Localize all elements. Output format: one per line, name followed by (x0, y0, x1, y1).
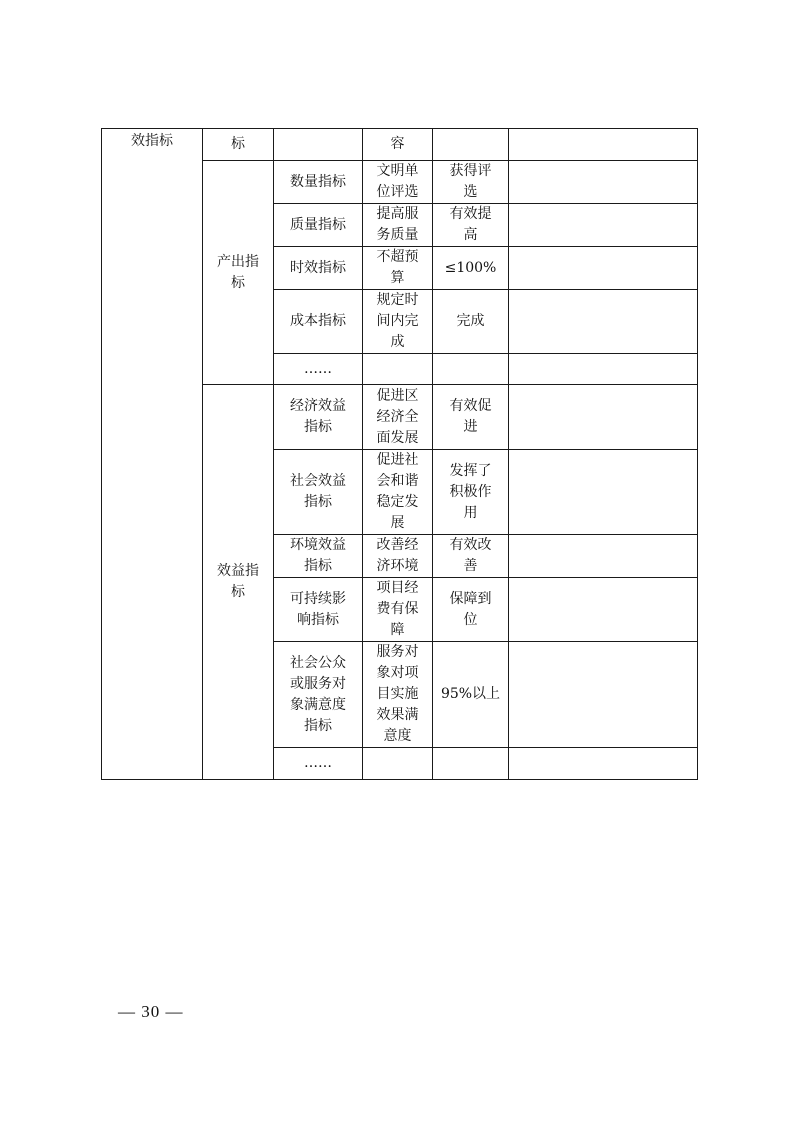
indicator-content: 改善经 济环境 (363, 535, 433, 578)
indicator-value: 保障到 位 (433, 578, 509, 642)
indicator-value (433, 354, 509, 385)
performance-indicator-table (101, 128, 698, 780)
indicator-name: 社会效益 指标 (274, 450, 363, 535)
indicator-value: 有效促 进 (433, 385, 509, 450)
indicator-name: 可持续影 响指标 (274, 578, 363, 642)
indicator-extra (509, 204, 698, 247)
indicator-name: 时效指标 (274, 247, 363, 290)
header-cell: 标 (203, 129, 274, 161)
indicator-name: 质量指标 (274, 204, 363, 247)
indicator-name: 经济效益 指标 (274, 385, 363, 450)
indicator-value: 完成 (433, 290, 509, 354)
page-number: — 30 — (118, 1002, 184, 1021)
indicator-content: 服务对 象对项 目实施 效果满 意度 (363, 642, 433, 748)
indicator-value: 获得评 选 (433, 161, 509, 204)
header-cell (509, 129, 698, 161)
indicator-value: 有效改 善 (433, 535, 509, 578)
indicator-value: 发挥了 积极作 用 (433, 450, 509, 535)
indicator-content (363, 748, 433, 780)
indicator-extra (509, 385, 698, 450)
indicator-extra (509, 290, 698, 354)
indicator-extra (509, 161, 698, 204)
indicator-name: 社会公众 或服务对 象满意度 指标 (274, 642, 363, 748)
indicator-extra (509, 578, 698, 642)
indicator-name: …… (274, 354, 363, 385)
indicator-value: 有效提 高 (433, 204, 509, 247)
indicator-name: 数量指标 (274, 161, 363, 204)
indicator-extra (509, 642, 698, 748)
indicator-content (363, 354, 433, 385)
indicator-content: 文明单 位评选 (363, 161, 433, 204)
indicator-content: 促进区 经济全 面发展 (363, 385, 433, 450)
header-cell (433, 129, 509, 161)
indicator-name: 成本指标 (274, 290, 363, 354)
indicator-content: 项目经 费有保 障 (363, 578, 433, 642)
indicator-name: 环境效益 指标 (274, 535, 363, 578)
header-cell: 容 (363, 129, 433, 161)
indicator-content: 促进社 会和谐 稳定发 展 (363, 450, 433, 535)
indicator-content: 不超预 算 (363, 247, 433, 290)
indicator-extra (509, 450, 698, 535)
indicator-extra (509, 748, 698, 780)
header-cell (274, 129, 363, 161)
indicator-content: 提高服 务质量 (363, 204, 433, 247)
table-header-row (102, 129, 698, 161)
indicator-content: 规定时 间内完 成 (363, 290, 433, 354)
benefit-indicator-group: 效益指 标 (203, 385, 274, 780)
indicator-name: …… (274, 748, 363, 780)
indicator-extra (509, 247, 698, 290)
indicator-value (433, 748, 509, 780)
output-indicator-group: 产出指 标 (203, 161, 274, 385)
indicator-value: ≤100% (433, 247, 509, 290)
indicator-extra (509, 354, 698, 385)
indicator-extra (509, 535, 698, 578)
first-level-indicator-cell: 效指标 (102, 129, 203, 780)
indicator-value: 95%以上 (433, 642, 509, 748)
